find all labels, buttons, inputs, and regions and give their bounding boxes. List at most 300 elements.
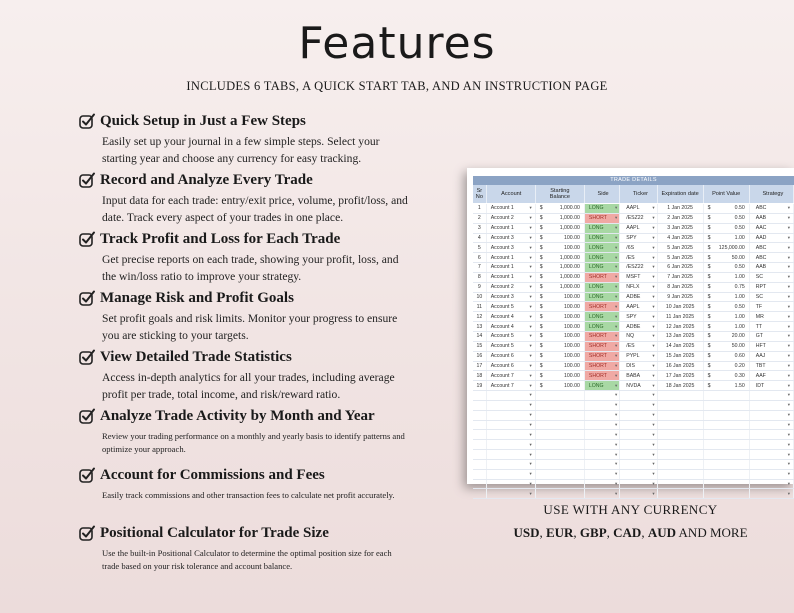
- currency-symbol: $: [707, 382, 711, 389]
- dropdown-arrow-icon[interactable]: ▾: [652, 372, 655, 378]
- empty-cell[interactable]: [585, 450, 620, 459]
- dropdown-arrow-icon[interactable]: ▾: [529, 451, 532, 457]
- cell-side[interactable]: [585, 322, 620, 331]
- cell-ticker[interactable]: [620, 381, 657, 390]
- dropdown-arrow-icon[interactable]: ▾: [614, 481, 618, 487]
- empty-cell[interactable]: [750, 450, 794, 459]
- dropdown-arrow-icon[interactable]: ▾: [652, 333, 655, 339]
- dropdown-arrow-icon[interactable]: ▾: [787, 392, 790, 398]
- dropdown-arrow-icon[interactable]: ▾: [614, 225, 618, 231]
- cell-side[interactable]: [585, 302, 620, 311]
- cell-side[interactable]: [585, 273, 620, 282]
- empty-cell[interactable]: [750, 480, 794, 489]
- dropdown-arrow-icon[interactable]: ▾: [529, 431, 532, 437]
- cell-strategy[interactable]: [750, 322, 794, 331]
- dropdown-arrow-icon[interactable]: ▾: [529, 471, 532, 477]
- dropdown-arrow-icon[interactable]: ▾: [529, 274, 532, 280]
- cell-ticker[interactable]: [620, 224, 657, 233]
- side-value: SHORT: [588, 274, 607, 281]
- dropdown-arrow-icon[interactable]: ▾: [614, 421, 618, 427]
- empty-cell[interactable]: [620, 430, 657, 439]
- empty-cell[interactable]: [750, 421, 794, 430]
- cell-strategy[interactable]: [750, 302, 794, 311]
- cell-point-value: [704, 214, 750, 223]
- dropdown-arrow-icon[interactable]: ▾: [529, 244, 532, 250]
- empty-cell[interactable]: [487, 430, 536, 439]
- empty-cell[interactable]: [585, 440, 620, 449]
- point-value: 1.00: [734, 294, 745, 301]
- empty-cell[interactable]: [750, 440, 794, 449]
- empty-cell[interactable]: [487, 421, 536, 430]
- dropdown-arrow-icon[interactable]: ▾: [529, 362, 532, 368]
- cell-expiration-date: 14 Jan 2025: [658, 342, 704, 351]
- cell-side[interactable]: [585, 283, 620, 292]
- cell-ticker[interactable]: [620, 234, 657, 243]
- ticker-value: NQ: [626, 333, 635, 340]
- dropdown-arrow-icon[interactable]: ▾: [614, 372, 618, 378]
- empty-cell[interactable]: [620, 489, 657, 498]
- dropdown-arrow-icon[interactable]: ▾: [529, 441, 532, 447]
- dropdown-arrow-icon[interactable]: ▾: [614, 244, 618, 250]
- cell-account[interactable]: [487, 371, 536, 380]
- dropdown-arrow-icon[interactable]: ▾: [652, 264, 655, 270]
- dropdown-arrow-icon[interactable]: ▾: [652, 392, 655, 398]
- dropdown-arrow-icon[interactable]: ▾: [652, 205, 655, 211]
- cell-side[interactable]: [585, 263, 620, 272]
- balance-value: 1,000.00: [559, 254, 580, 261]
- empty-cell[interactable]: [487, 411, 536, 420]
- dropdown-arrow-icon[interactable]: ▾: [652, 323, 655, 329]
- cell-strategy[interactable]: [750, 342, 794, 351]
- feature-description: Review your trading performance on a monthly and yearly basis to identify patterns and optimize your approach.: [102, 431, 405, 454]
- cell-ticker[interactable]: [620, 342, 657, 351]
- dropdown-arrow-icon[interactable]: ▾: [614, 461, 618, 467]
- dropdown-arrow-icon[interactable]: ▾: [614, 205, 618, 211]
- side-value: LONG: [588, 313, 604, 320]
- cell-ticker[interactable]: [620, 332, 657, 341]
- balance-value: 100.00: [564, 333, 580, 340]
- cell-ticker[interactable]: [620, 243, 657, 252]
- dropdown-arrow-icon[interactable]: ▾: [614, 392, 618, 398]
- cell-side[interactable]: [585, 214, 620, 223]
- dropdown-arrow-icon[interactable]: ▾: [652, 471, 655, 477]
- cell-side[interactable]: [585, 224, 620, 233]
- empty-cell[interactable]: [585, 411, 620, 420]
- cell-strategy[interactable]: [750, 381, 794, 390]
- ticker-value: NFLX: [626, 284, 640, 291]
- empty-cell[interactable]: [620, 470, 657, 479]
- dropdown-arrow-icon[interactable]: ▾: [529, 264, 532, 270]
- dropdown-arrow-icon[interactable]: ▾: [787, 372, 790, 378]
- dropdown-arrow-icon[interactable]: ▾: [652, 441, 655, 447]
- cell-account[interactable]: [487, 342, 536, 351]
- currency-symbol: $: [707, 284, 711, 291]
- dropdown-arrow-icon[interactable]: ▾: [614, 234, 618, 240]
- cell-ticker[interactable]: [620, 204, 657, 213]
- dropdown-arrow-icon[interactable]: ▾: [614, 382, 618, 388]
- cell-account[interactable]: [487, 234, 536, 243]
- dropdown-arrow-icon[interactable]: ▾: [652, 225, 655, 231]
- cell-strategy[interactable]: [750, 362, 794, 371]
- dropdown-arrow-icon[interactable]: ▾: [614, 294, 618, 300]
- dropdown-arrow-icon[interactable]: ▾: [614, 490, 618, 496]
- empty-cell[interactable]: [585, 430, 620, 439]
- dropdown-arrow-icon[interactable]: ▾: [787, 343, 790, 349]
- dropdown-arrow-icon[interactable]: ▾: [787, 333, 790, 339]
- account-value: Account 5: [490, 343, 514, 350]
- cell-side[interactable]: [585, 234, 620, 243]
- empty-cell[interactable]: [620, 391, 657, 400]
- cell-side[interactable]: [585, 312, 620, 321]
- dropdown-arrow-icon[interactable]: ▾: [529, 303, 532, 309]
- empty-cell: [473, 450, 487, 459]
- dropdown-arrow-icon[interactable]: ▾: [529, 481, 532, 487]
- dropdown-arrow-icon[interactable]: ▾: [652, 215, 655, 221]
- ticker-value: /ESZ22: [626, 215, 644, 222]
- currency-symbol: $: [539, 382, 543, 389]
- cell-strategy[interactable]: [750, 371, 794, 380]
- cell-side[interactable]: [585, 253, 620, 262]
- dropdown-arrow-icon[interactable]: ▾: [787, 254, 790, 260]
- dropdown-arrow-icon[interactable]: ▾: [652, 303, 655, 309]
- dropdown-arrow-icon[interactable]: ▾: [529, 284, 532, 290]
- cell-strategy[interactable]: [750, 352, 794, 361]
- point-value: 1.00: [734, 234, 745, 241]
- dropdown-arrow-icon[interactable]: ▾: [529, 353, 532, 359]
- dropdown-arrow-icon[interactable]: ▾: [614, 215, 618, 221]
- cell-account[interactable]: [487, 243, 536, 252]
- empty-cell[interactable]: [487, 480, 536, 489]
- cell-ticker[interactable]: [620, 302, 657, 311]
- cell-ticker[interactable]: [620, 352, 657, 361]
- dropdown-arrow-icon[interactable]: ▾: [787, 244, 790, 250]
- dropdown-arrow-icon[interactable]: ▾: [652, 234, 655, 240]
- cell-ticker[interactable]: [620, 312, 657, 321]
- cell-account[interactable]: [487, 293, 536, 302]
- cell-strategy[interactable]: [750, 224, 794, 233]
- cell-ticker[interactable]: [620, 322, 657, 331]
- feature-item: [78, 407, 408, 456]
- cell-strategy[interactable]: [750, 312, 794, 321]
- empty-cell: [473, 421, 487, 430]
- dropdown-arrow-icon[interactable]: ▾: [614, 362, 618, 368]
- page-subtitle: INCLUDES 6 TABS, A QUICK START TAB, AND AN INSTRUCTION PAGE: [186, 79, 608, 93]
- dropdown-arrow-icon[interactable]: ▾: [652, 451, 655, 457]
- empty-cell[interactable]: [487, 450, 536, 459]
- empty-cell: [473, 440, 487, 449]
- cell-account[interactable]: [487, 332, 536, 341]
- dropdown-arrow-icon[interactable]: ▾: [614, 451, 618, 457]
- checkbox-check-icon: [78, 348, 96, 366]
- dropdown-arrow-icon[interactable]: ▾: [614, 323, 618, 329]
- dropdown-arrow-icon[interactable]: ▾: [787, 362, 790, 368]
- dropdown-arrow-icon[interactable]: ▾: [787, 451, 790, 457]
- ticker-value: DIS: [626, 362, 635, 369]
- cell-account[interactable]: [487, 302, 536, 311]
- dropdown-arrow-icon[interactable]: ▾: [652, 254, 655, 260]
- dropdown-arrow-icon[interactable]: ▾: [652, 412, 655, 418]
- dropdown-arrow-icon[interactable]: ▾: [614, 254, 618, 260]
- cell-expiration-date: 17 Jan 2025: [658, 371, 704, 380]
- dropdown-arrow-icon[interactable]: ▾: [652, 490, 655, 496]
- table-row: [473, 352, 794, 362]
- dropdown-arrow-icon[interactable]: ▾: [614, 343, 618, 349]
- empty-cell: [704, 460, 750, 469]
- cell-ticker[interactable]: [620, 293, 657, 302]
- dropdown-arrow-icon[interactable]: ▾: [652, 294, 655, 300]
- empty-cell[interactable]: [487, 391, 536, 400]
- empty-cell[interactable]: [620, 480, 657, 489]
- empty-cell[interactable]: [750, 460, 794, 469]
- dropdown-arrow-icon[interactable]: ▾: [614, 412, 618, 418]
- dropdown-arrow-icon[interactable]: ▾: [787, 461, 790, 467]
- empty-cell[interactable]: [487, 401, 536, 410]
- cell-account[interactable]: [487, 273, 536, 282]
- dropdown-arrow-icon[interactable]: ▾: [529, 225, 532, 231]
- dropdown-arrow-icon[interactable]: ▾: [787, 471, 790, 477]
- cell-side[interactable]: [585, 332, 620, 341]
- side-value: LONG: [588, 205, 604, 212]
- currency-symbol: $: [539, 225, 543, 232]
- dropdown-arrow-icon[interactable]: ▾: [614, 402, 618, 408]
- dropdown-arrow-icon[interactable]: ▾: [652, 284, 655, 290]
- cell-account[interactable]: [487, 204, 536, 213]
- dropdown-arrow-icon[interactable]: ▾: [529, 421, 532, 427]
- dropdown-arrow-icon[interactable]: ▾: [529, 254, 532, 260]
- dropdown-arrow-icon[interactable]: ▾: [787, 313, 790, 319]
- cell-strategy[interactable]: [750, 214, 794, 223]
- dropdown-arrow-icon[interactable]: ▾: [614, 431, 618, 437]
- dropdown-arrow-icon[interactable]: ▾: [614, 303, 618, 309]
- strategy-value: AAJ: [755, 353, 766, 360]
- cell-expiration-date: 10 Jan 2025: [658, 302, 704, 311]
- dropdown-arrow-icon[interactable]: ▾: [652, 353, 655, 359]
- cell-side[interactable]: [585, 381, 620, 390]
- dropdown-arrow-icon[interactable]: ▾: [787, 225, 790, 231]
- cell-strategy[interactable]: [750, 263, 794, 272]
- header-sr-no: Sr No: [473, 185, 487, 203]
- header-point-value: Point Value: [704, 185, 750, 203]
- account-value: Account 4: [490, 313, 514, 320]
- dropdown-arrow-icon[interactable]: ▾: [787, 294, 790, 300]
- dropdown-arrow-icon[interactable]: ▾: [787, 412, 790, 418]
- point-value: 1.00: [734, 274, 745, 281]
- dropdown-arrow-icon[interactable]: ▾: [529, 294, 532, 300]
- dropdown-arrow-icon[interactable]: ▾: [652, 244, 655, 250]
- cell-ticker[interactable]: [620, 263, 657, 272]
- dropdown-arrow-icon[interactable]: ▾: [529, 234, 532, 240]
- dropdown-arrow-icon[interactable]: ▾: [614, 441, 618, 447]
- empty-cell[interactable]: [487, 460, 536, 469]
- cell-account[interactable]: [487, 263, 536, 272]
- empty-cell[interactable]: [620, 411, 657, 420]
- dropdown-arrow-icon[interactable]: ▾: [652, 402, 655, 408]
- empty-cell[interactable]: [487, 470, 536, 479]
- cell-ticker[interactable]: [620, 214, 657, 223]
- cell-ticker[interactable]: [620, 371, 657, 380]
- cell-account[interactable]: [487, 312, 536, 321]
- side-value: SHORT: [588, 333, 607, 340]
- cell-starting-balance: [536, 312, 585, 321]
- cell-account[interactable]: [487, 381, 536, 390]
- dropdown-arrow-icon[interactable]: ▾: [614, 264, 618, 270]
- dropdown-arrow-icon[interactable]: ▾: [529, 382, 532, 388]
- feature-description: Use the built-in Positional Calculator to determine the optimal position size for each trade based on your risk tolerance and account balance.: [102, 548, 392, 571]
- dropdown-arrow-icon[interactable]: ▾: [529, 333, 532, 339]
- empty-cell[interactable]: [750, 411, 794, 420]
- dropdown-arrow-icon[interactable]: ▾: [652, 313, 655, 319]
- cell-account[interactable]: [487, 224, 536, 233]
- feature-description: Access in-depth analytics for all your trades, including average profit per trade, total income, and risk/reward ratio.: [102, 371, 395, 401]
- empty-cell[interactable]: [585, 480, 620, 489]
- dropdown-arrow-icon[interactable]: ▾: [787, 264, 790, 270]
- cell-point-value: [704, 362, 750, 371]
- cell-strategy[interactable]: [750, 332, 794, 341]
- cell-account[interactable]: [487, 253, 536, 262]
- dropdown-arrow-icon[interactable]: ▾: [652, 274, 655, 280]
- empty-cell[interactable]: [585, 421, 620, 430]
- cell-sr-no: 1: [473, 204, 487, 213]
- cell-side[interactable]: [585, 243, 620, 252]
- empty-cell[interactable]: [750, 489, 794, 498]
- empty-cell[interactable]: [750, 470, 794, 479]
- dropdown-arrow-icon[interactable]: ▾: [787, 274, 790, 280]
- empty-cell[interactable]: [620, 401, 657, 410]
- dropdown-arrow-icon[interactable]: ▾: [787, 490, 790, 496]
- dropdown-arrow-icon[interactable]: ▾: [787, 441, 790, 447]
- empty-cell[interactable]: [620, 450, 657, 459]
- empty-cell[interactable]: [585, 460, 620, 469]
- dropdown-arrow-icon[interactable]: ▾: [529, 205, 532, 211]
- strategy-value: AAB: [755, 264, 767, 271]
- dropdown-arrow-icon[interactable]: ▾: [652, 382, 655, 388]
- cell-ticker[interactable]: [620, 273, 657, 282]
- cell-ticker[interactable]: [620, 283, 657, 292]
- empty-cell[interactable]: [620, 440, 657, 449]
- table-row: [473, 322, 794, 332]
- dropdown-arrow-icon[interactable]: ▾: [529, 402, 532, 408]
- empty-cell[interactable]: [750, 401, 794, 410]
- point-value: 50.00: [731, 343, 745, 350]
- cell-ticker[interactable]: [620, 253, 657, 262]
- cell-expiration-date: 18 Jan 2025: [658, 381, 704, 390]
- cell-account[interactable]: [487, 214, 536, 223]
- balance-value: 100.00: [564, 244, 580, 251]
- empty-table-row: [473, 450, 794, 460]
- feature-item: [78, 112, 408, 167]
- dropdown-arrow-icon[interactable]: ▾: [787, 284, 790, 290]
- dropdown-arrow-icon[interactable]: ▾: [787, 234, 790, 240]
- point-value: 0.75: [734, 284, 745, 291]
- dropdown-arrow-icon[interactable]: ▾: [787, 481, 790, 487]
- cell-strategy[interactable]: [750, 234, 794, 243]
- empty-cell[interactable]: [750, 391, 794, 400]
- dropdown-arrow-icon[interactable]: ▾: [614, 353, 618, 359]
- dropdown-arrow-icon[interactable]: ▾: [529, 412, 532, 418]
- dropdown-arrow-icon[interactable]: ▾: [787, 205, 790, 211]
- cell-side[interactable]: [585, 371, 620, 380]
- cell-strategy[interactable]: [750, 293, 794, 302]
- dropdown-arrow-icon[interactable]: ▾: [529, 313, 532, 319]
- dropdown-arrow-icon[interactable]: ▾: [787, 323, 790, 329]
- table-row: [473, 342, 794, 352]
- cell-side[interactable]: [585, 352, 620, 361]
- cell-strategy[interactable]: [750, 243, 794, 252]
- empty-cell[interactable]: [585, 391, 620, 400]
- dropdown-arrow-icon[interactable]: ▾: [614, 274, 618, 280]
- dropdown-arrow-icon[interactable]: ▾: [652, 481, 655, 487]
- cell-side[interactable]: [585, 293, 620, 302]
- empty-cell[interactable]: [620, 460, 657, 469]
- cell-side[interactable]: [585, 342, 620, 351]
- dropdown-arrow-icon[interactable]: ▾: [529, 372, 532, 378]
- empty-cell[interactable]: [620, 421, 657, 430]
- cell-account[interactable]: [487, 362, 536, 371]
- dropdown-arrow-icon[interactable]: ▾: [529, 461, 532, 467]
- cell-account[interactable]: [487, 322, 536, 331]
- dropdown-arrow-icon[interactable]: ▾: [529, 323, 532, 329]
- dropdown-arrow-icon[interactable]: ▾: [652, 461, 655, 467]
- empty-cell[interactable]: [585, 401, 620, 410]
- dropdown-arrow-icon[interactable]: ▾: [787, 382, 790, 388]
- dropdown-arrow-icon[interactable]: ▾: [787, 353, 790, 359]
- empty-cell[interactable]: [487, 440, 536, 449]
- dropdown-arrow-icon[interactable]: ▾: [787, 402, 790, 408]
- dropdown-arrow-icon[interactable]: ▾: [614, 313, 618, 319]
- point-value: 50.00: [731, 254, 745, 261]
- cell-account[interactable]: [487, 283, 536, 292]
- dropdown-arrow-icon[interactable]: ▾: [614, 471, 618, 477]
- feature-item: [78, 230, 408, 285]
- cell-strategy[interactable]: [750, 283, 794, 292]
- dropdown-arrow-icon[interactable]: ▾: [652, 431, 655, 437]
- cell-strategy[interactable]: [750, 204, 794, 213]
- dropdown-arrow-icon[interactable]: ▾: [529, 343, 532, 349]
- side-value: SHORT: [588, 215, 607, 222]
- dropdown-arrow-icon[interactable]: ▾: [614, 284, 618, 290]
- dropdown-arrow-icon[interactable]: ▾: [614, 333, 618, 339]
- cell-account[interactable]: [487, 352, 536, 361]
- dropdown-arrow-icon[interactable]: ▾: [652, 362, 655, 368]
- cell-ticker[interactable]: [620, 362, 657, 371]
- dropdown-arrow-icon[interactable]: ▾: [787, 421, 790, 427]
- account-value: Account 7: [490, 372, 514, 379]
- dropdown-arrow-icon[interactable]: ▾: [529, 490, 532, 496]
- currency-symbol: $: [539, 362, 543, 369]
- dropdown-arrow-icon[interactable]: ▾: [529, 215, 532, 221]
- dropdown-arrow-icon[interactable]: ▾: [787, 303, 790, 309]
- cell-strategy[interactable]: [750, 273, 794, 282]
- empty-cell[interactable]: [487, 489, 536, 498]
- dropdown-arrow-icon[interactable]: ▾: [529, 392, 532, 398]
- cell-side[interactable]: [585, 204, 620, 213]
- dropdown-arrow-icon[interactable]: ▾: [787, 431, 790, 437]
- empty-cell: [536, 460, 585, 469]
- empty-cell[interactable]: [585, 489, 620, 498]
- balance-value: 1,000.00: [559, 215, 580, 222]
- cell-expiration-date: 7 Jan 2025: [658, 273, 704, 282]
- account-value: Account 2: [490, 284, 514, 291]
- feature-item: [78, 289, 408, 344]
- cell-strategy[interactable]: [750, 253, 794, 262]
- empty-cell[interactable]: [585, 470, 620, 479]
- dropdown-arrow-icon[interactable]: ▾: [652, 343, 655, 349]
- dropdown-arrow-icon[interactable]: ▾: [652, 421, 655, 427]
- cell-side[interactable]: [585, 362, 620, 371]
- checkbox-check-icon: [78, 112, 96, 130]
- empty-cell[interactable]: [750, 430, 794, 439]
- dropdown-arrow-icon[interactable]: ▾: [787, 215, 790, 221]
